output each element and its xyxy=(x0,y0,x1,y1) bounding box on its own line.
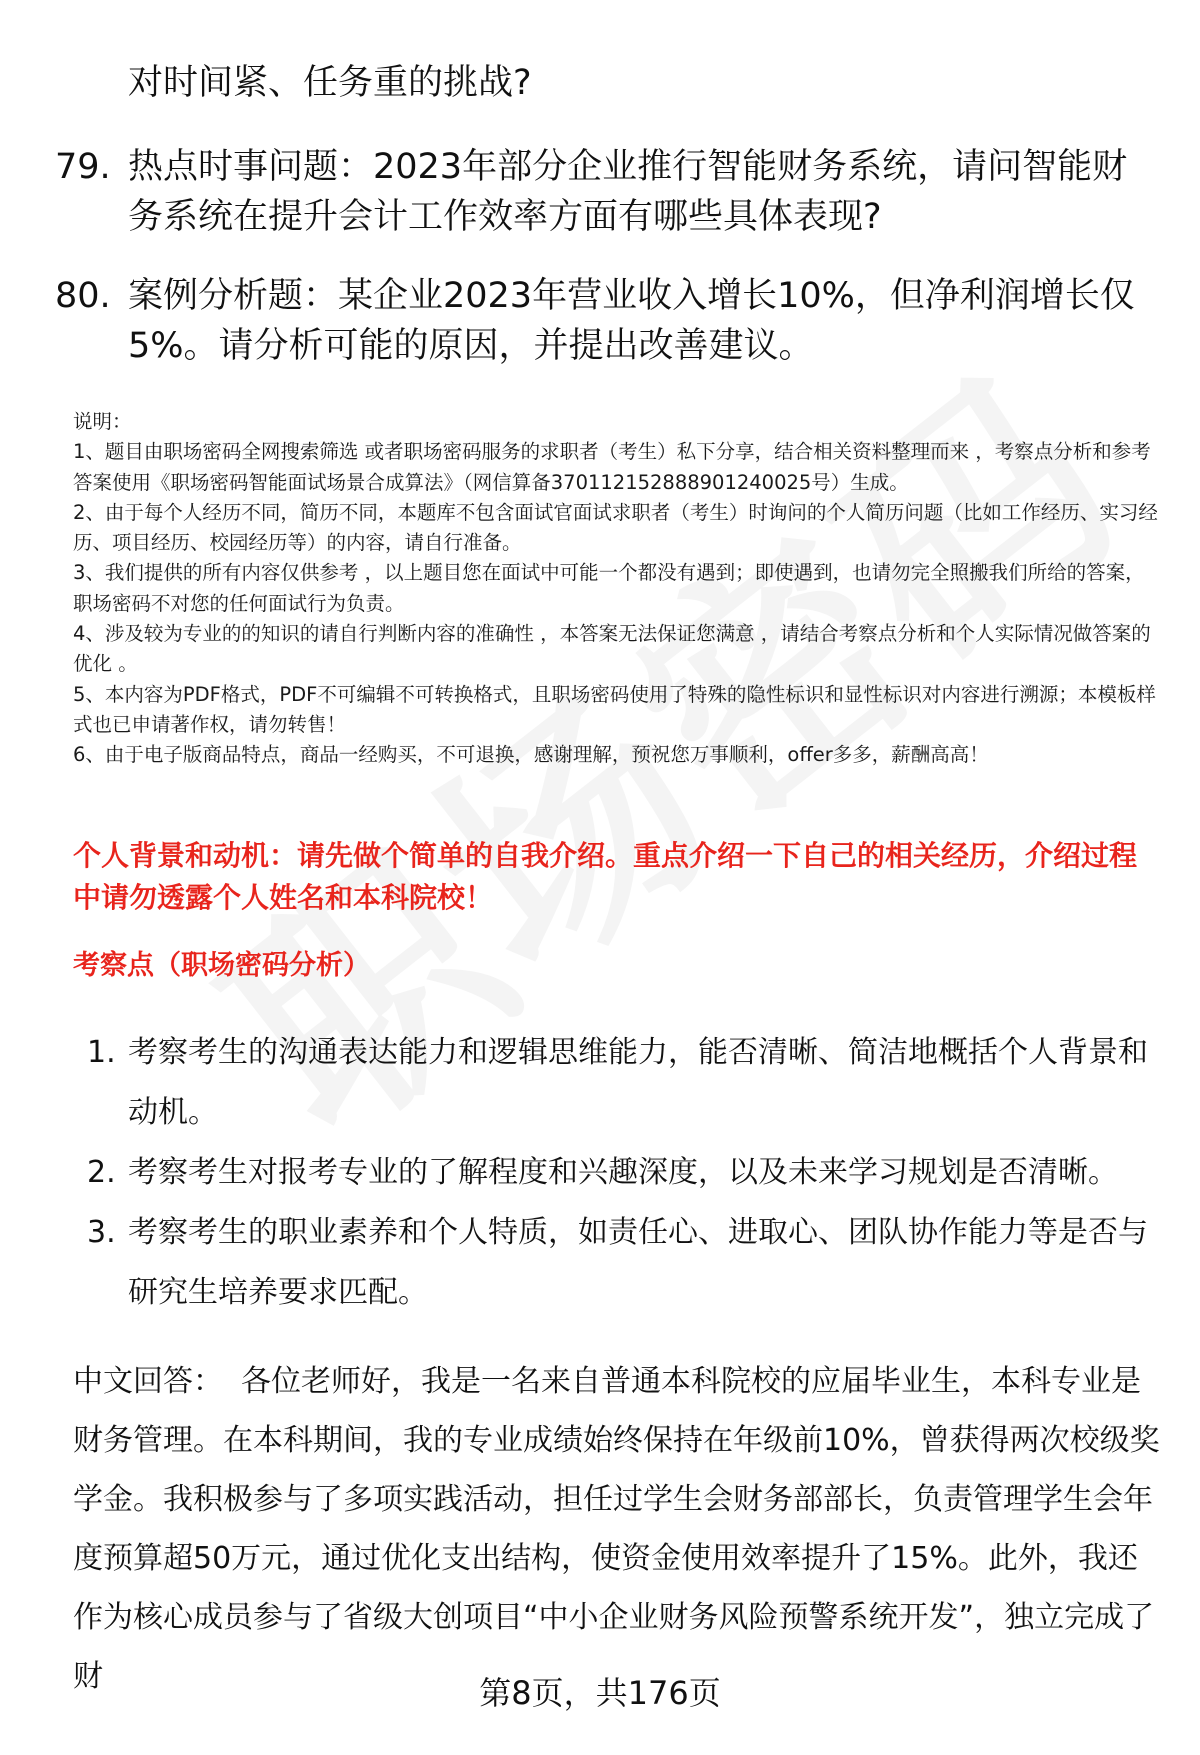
analysis-point xyxy=(73,1143,1163,1203)
notes-section xyxy=(73,407,1158,771)
notes-item: 2、由于每个人经历不同，简历不同，本题库不包含面试官面试求职者（考生）时询问的个人简历问题（比如工作经历、实习经历、项目经历、校园经历等）的内容，请自行准备。 xyxy=(73,500,1158,555)
analysis-heading: 考察点（职场密码分析） xyxy=(73,950,370,981)
section-heading: 个人背景和动机：请先做个简单的自我介绍。重点介绍一下自己的相关经历，介绍过程中请勿透露个人姓名和本科院校！ xyxy=(73,839,1138,914)
point-text: 考察考生对报考专业的了解程度和兴趣深度，以及未来学习规划是否清晰。 xyxy=(128,1155,1118,1190)
point-text: 考察考生的沟通表达能力和逻辑思维能力，能否清晰、简洁地概括个人背景和动机。 xyxy=(128,1035,1148,1130)
notes-item: 3、我们提供的所有内容仅供参考 ，以上题目您在面试中可能一个都没有遇到；即使遇到，也请勿完全照搬我们所给的答案，职场密码不对您的任何面试行为负责。 xyxy=(73,561,1145,615)
notes-item: 5、本内容为PDF格式，PDF不可编辑不可转换格式，且职场密码使用了特殊的隐性标识和显性标识对内容进行溯源；本模板样式也已申请著作权，请勿转售！ xyxy=(73,682,1156,736)
notes-item: 1、题目由职场密码全网搜索筛选 或者职场密码服务的求职者（考生）私下分享，结合相关资料整理而来 ，考察点分析和参考答案使用《职场密码智能面试场景合成算法》（网信算备370112152888901240025号）生成。 xyxy=(73,440,1151,494)
question-80 xyxy=(55,271,1155,371)
question-78-continuation: 对时间紧、任务重的挑战? xyxy=(128,63,532,103)
notes-item: 6、由于电子版商品特点，商品一经购买，不可退换，感谢理解，预祝您万事顺利，offer多多，薪酬高高！ xyxy=(73,743,989,767)
question-text: 热点时事问题：2023年部分企业推行智能财务系统，请问智能财务系统在提升会计工作效率方面有哪些具体表现? xyxy=(128,147,1128,237)
point-number: 1. xyxy=(87,1035,116,1070)
question-text: 案例分析题：某企业2023年营业收入增长10%，但净利润增长仅5%。请分析可能的原因，并提出改善建议。 xyxy=(128,276,1135,366)
analysis-point xyxy=(73,1023,1163,1143)
question-number: 79. xyxy=(55,147,111,187)
point-number: 3. xyxy=(87,1215,116,1250)
page-footer: 第8页，共176页 xyxy=(479,1674,721,1712)
notes-item: 4、涉及较为专业的的知识的请自行判断内容的准确性 ，本答案无法保证您满意 ，请结合考察点分析和个人实际情况做答案的优化 。 xyxy=(73,622,1151,676)
question-number: 80. xyxy=(55,276,111,316)
answer-text: 各位老师好，我是一名来自普通本科院校的应届毕业生，本科专业是财务管理。在本科期间，我的专业成绩始终保持在年级前10%，曾获得两次校级奖学金。我积极参与了多项实践活动，担任过学生会财务部部长，负责管理学生会年度预算超50万元，通过优化支出结构，使资金使用效率提升了15%。此外，我还作为核心成员参与了省级大创项目“中小企业财务风险预警系统开发”，独立完成了财 xyxy=(73,1364,1160,1694)
answer-section xyxy=(73,1352,1163,1706)
point-number: 2. xyxy=(87,1155,116,1190)
analysis-points xyxy=(73,1023,1163,1323)
point-text: 考察考生的职业素养和个人特质，如责任心、进取心、团队协作能力等是否与研究生培养要求匹配。 xyxy=(128,1215,1148,1310)
analysis-point xyxy=(73,1203,1163,1323)
notes-title: 说明： xyxy=(73,410,132,433)
question-79 xyxy=(55,142,1155,242)
answer-label: 中文回答： xyxy=(73,1364,223,1399)
